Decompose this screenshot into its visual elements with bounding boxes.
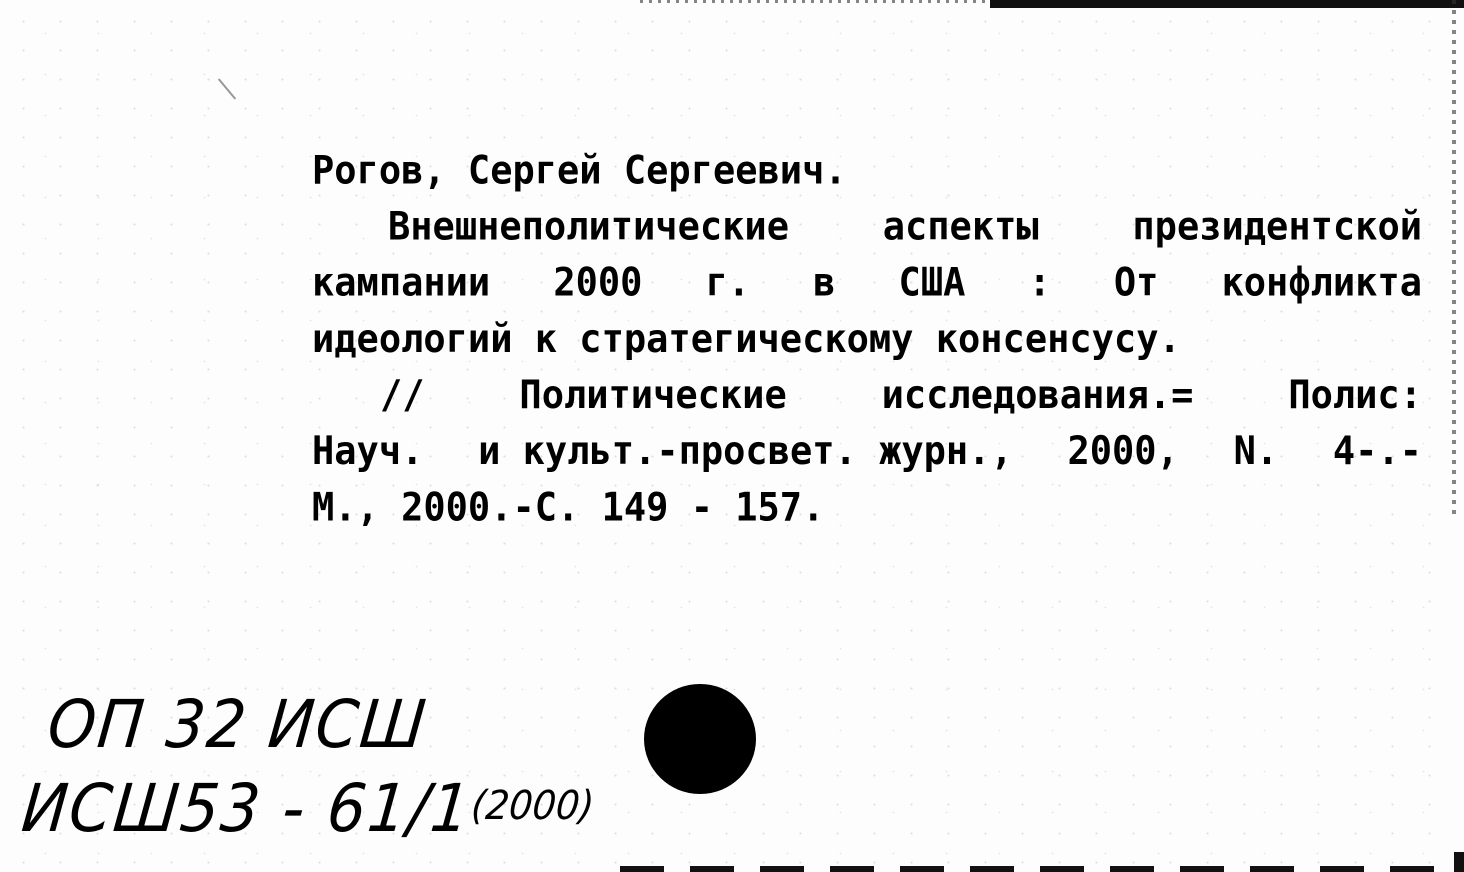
title-words: идеологий к стратегическому консенсусу. xyxy=(312,315,1181,362)
title-word: Внешнеполитические xyxy=(388,203,789,250)
shelfmark-2-year: (2000) xyxy=(469,783,597,829)
author-line xyxy=(312,142,1422,198)
source-line-2 xyxy=(312,423,1422,479)
source-word: Полис: xyxy=(1288,372,1422,418)
source-word: и культ.-просвет. журн., xyxy=(478,428,1013,474)
title-word: аспекты xyxy=(882,203,1039,250)
title-word: кампании xyxy=(312,259,491,306)
scan-edge-bottom xyxy=(620,866,1464,872)
title-word: США xyxy=(898,259,966,306)
source-word: исследования.= xyxy=(881,372,1194,418)
scan-edge-right xyxy=(1452,0,1456,520)
shelfmark-2-main: ИСШ53 - 6 xyxy=(18,770,372,847)
scan-edge-top-faint xyxy=(640,0,990,3)
title-line-3 xyxy=(312,311,1422,367)
source-word: // xyxy=(380,372,425,418)
title-word: в xyxy=(813,259,836,306)
title-word: г. xyxy=(705,259,751,306)
source-line-3 xyxy=(312,479,1422,535)
punch-hole xyxy=(646,686,754,792)
source-word: N. xyxy=(1233,428,1279,474)
shelfmark-2-tail: 1/1 xyxy=(364,770,475,847)
source-word: 2000, xyxy=(1067,428,1179,474)
title-word: : xyxy=(1028,259,1051,306)
source-word: Науч. xyxy=(312,428,424,474)
source-line-1 xyxy=(312,367,1422,423)
source-word: 4-.- xyxy=(1332,428,1422,474)
title-word: президентской xyxy=(1132,203,1422,250)
title-word: От xyxy=(1113,259,1159,306)
scan-edge-top xyxy=(990,0,1464,8)
bibliographic-entry xyxy=(312,142,1422,535)
title-word: конфликта xyxy=(1221,259,1422,306)
scan-corner-mark xyxy=(1454,852,1464,872)
source-word: Политические xyxy=(519,372,787,418)
author-name: Рогов, Сергей Сергеевич. xyxy=(312,147,847,193)
title-line-1 xyxy=(312,198,1422,254)
handwritten-shelfmark-1: ОП 32 ИСШ xyxy=(44,686,431,763)
title-word: 2000 xyxy=(553,259,643,306)
imprint-pages: М., 2000.-С. 149 - 157. xyxy=(312,484,825,530)
title-line-2 xyxy=(312,254,1422,310)
handwritten-shelfmark-2 xyxy=(19,770,598,847)
